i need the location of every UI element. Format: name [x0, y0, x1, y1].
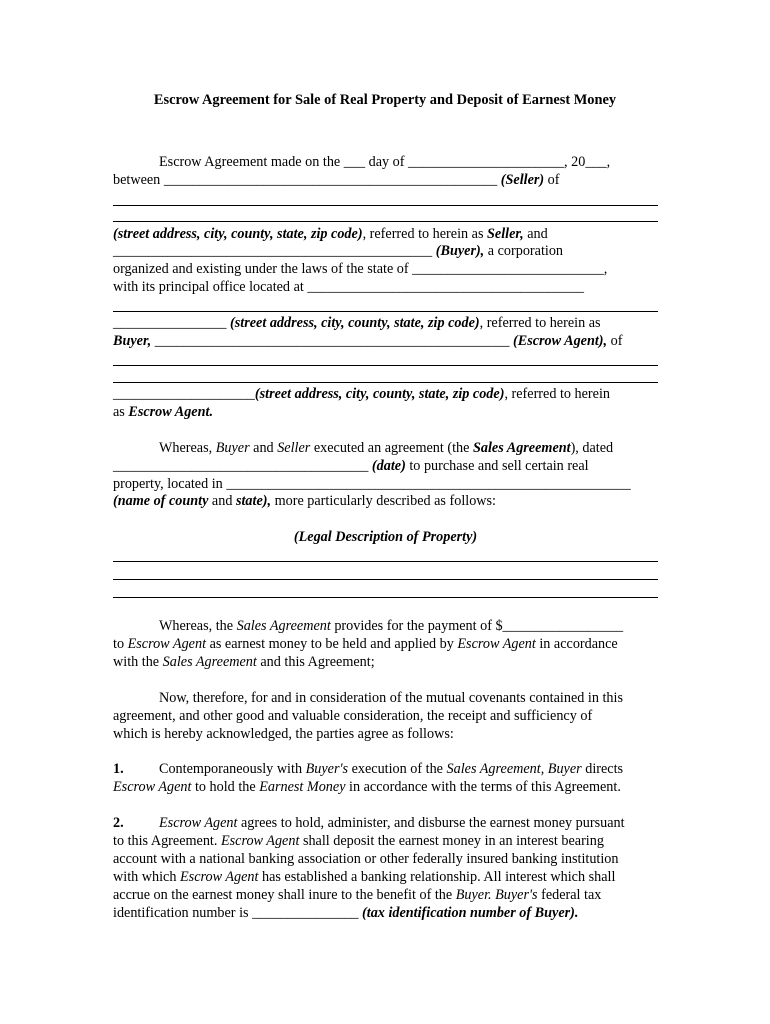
clause-1-line-1: 1. Contemporaneously with Buyer's execution of the Sales Agreement, Buyer directs — [113, 761, 624, 777]
legal-description-line — [113, 561, 658, 562]
blank-line — [113, 221, 658, 222]
whereas1-line-2: ____________________________________ (date) to purchase and sell certain real — [113, 458, 589, 474]
intro-line-7: ________________ (street address, city, county, state, zip code), referred to herein as — [113, 315, 601, 331]
intro-line-2: between _______________________________________________ (Seller) of — [113, 172, 560, 188]
blank-line — [113, 311, 658, 312]
clause-2-number: 2. — [113, 815, 124, 831]
clause-2-line-4: with which Escrow Agent has established a banking relationship. All interest which shall — [113, 869, 616, 885]
now-therefore-line-1: Now, therefore, for and in consideration of the mutual covenants contained in this — [159, 690, 623, 706]
legal-description-heading: (Legal Description of Property) — [293, 529, 478, 545]
whereas1-line-1: Whereas, Buyer and Seller executed an agreement (the Sales Agreement), dated — [159, 440, 614, 456]
whereas2-line-2: to Escrow Agent as earnest money to be held and applied by Escrow Agent in accordance — [113, 636, 618, 652]
clause-2-line-3: account with a national banking association or other federally insured banking institution — [113, 851, 619, 867]
whereas1-line-4: (name of county and state), more particularly described as follows: — [113, 493, 497, 509]
clause-2-line-1: 2. Escrow Agent agrees to hold, administer, and disburse the earnest money pursuant — [113, 815, 625, 831]
whereas2-line-3: with the Sales Agreement and this Agreement; — [113, 654, 375, 670]
clause-2-line-6: identification number is _______________ (tax identification number of Buyer). — [113, 905, 579, 921]
intro-line-8: Buyer, __________________________________________________ (Escrow Agent), of — [113, 333, 623, 349]
intro-line-10: as Escrow Agent. — [113, 404, 213, 420]
intro-line-3: (street address, city, county, state, zip code), referred to herein as Seller, and — [113, 226, 548, 242]
clause-1-number: 1. — [113, 761, 124, 777]
whereas2-line-1: Whereas, the Sales Agreement provides for the payment of $_________________ — [159, 618, 624, 634]
now-therefore-line-2: agreement, and other good and valuable consideration, the receipt and sufficiency of — [113, 708, 593, 724]
blank-line — [113, 365, 658, 366]
intro-line-5: organized and existing under the laws of the state of ___________________________, — [113, 261, 608, 277]
blank-line — [113, 205, 658, 206]
clause-1-line-2: Escrow Agent to hold the Earnest Money in accordance with the terms of this Agreement. — [113, 779, 621, 795]
legal-description-line — [113, 579, 658, 580]
clause-2-line-2: to this Agreement. Escrow Agent shall deposit the earnest money in an interest bearing — [113, 833, 604, 849]
clause-2-line-5: accrue on the earnest money shall inure to the benefit of the Buyer. Buyer's federal tax — [113, 887, 602, 903]
intro-line-9: ____________________(street address, city, county, state, zip code), referred to herein — [113, 386, 610, 402]
blank-line — [113, 382, 658, 383]
intro-line-6: with its principal office located at _______________________________________ — [113, 279, 585, 295]
intro-line-1: Escrow Agreement made on the ___ day of ______________________, 20___, — [159, 154, 611, 170]
document-title: Escrow Agreement for Sale of Real Property and Deposit of Earnest Money — [153, 92, 617, 108]
now-therefore-line-3: which is hereby acknowledged, the parties agree as follows: — [113, 726, 454, 742]
intro-line-4: _____________________________________________ (Buyer), a corporation — [113, 243, 564, 259]
legal-description-line — [113, 597, 658, 598]
whereas1-line-3: property, located in _________________________________________________________ — [113, 476, 631, 492]
